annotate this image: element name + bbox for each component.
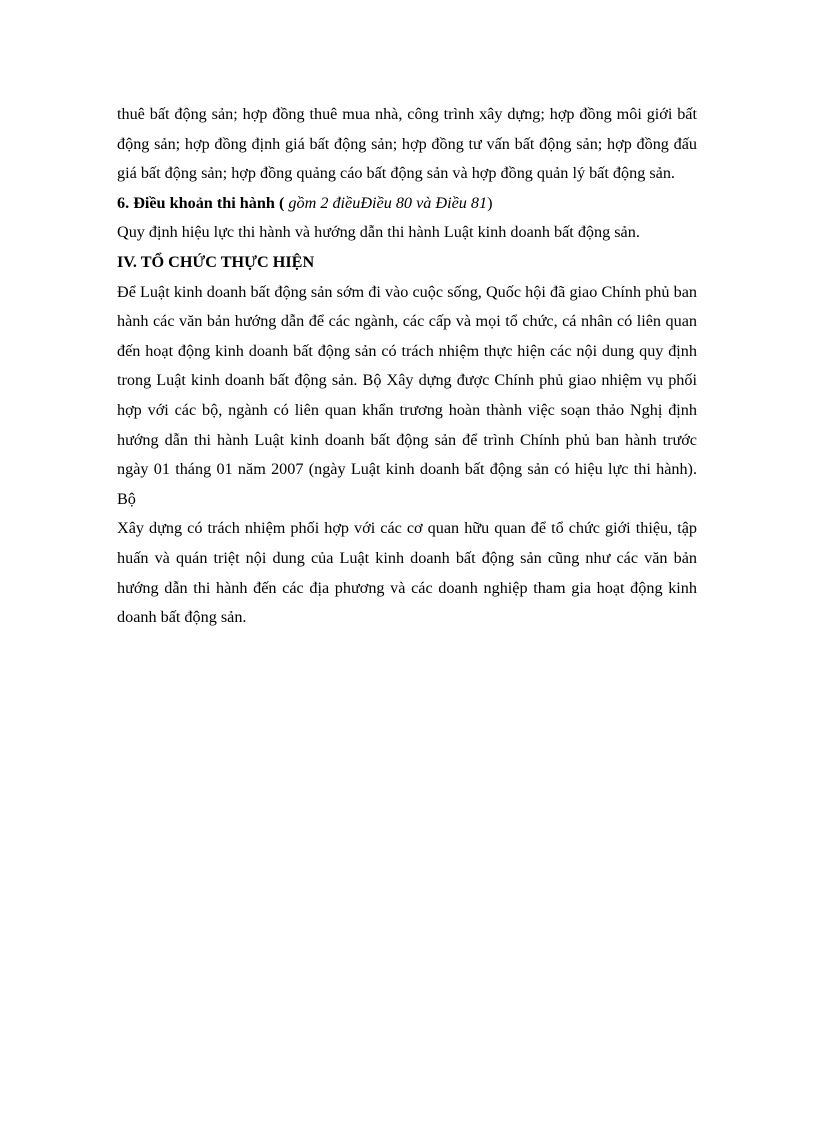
open-paren: ( [274,193,289,212]
paragraph-line: động sản; hợp đồng định giá bất động sản; hợp đồng tư vấn bất động sản; hợp đồng đấu [117,134,697,153]
close-paren: ) [487,193,493,212]
paragraph-line: Để Luật kinh doanh bất động sản sớm đi vào cuộc sống, Quốc hội đã giao Chính phủ ban [117,282,697,301]
paragraph-line: hướng dẫn thi hành Luật kinh doanh bất động sản để trình Chính phủ ban hành trước [117,430,697,449]
paragraph-line: hướng dẫn thi hành đến các địa phương và các doanh nghiệp tham gia hoạt động kinh [117,578,697,597]
paragraph-line: thuê bất động sản; hợp đồng thuê mua nhà, công trình xây dựng; hợp đồng môi giới bất [117,105,697,123]
paragraph-line: hợp với các bộ, ngành có liên quan khẩn trương hoàn thành việc soạn thảo Nghị định [117,400,697,419]
section-6-heading: 6. Điều khoản thi hành [117,193,275,212]
section-6-heading-line [117,189,697,219]
paragraph-line: hành các văn bản hướng dẫn để các ngành, các cấp và mọi tổ chức, cá nhân có liên quan [117,312,697,331]
paragraph-line: Xây dựng có trách nhiệm phối hợp với các cơ quan hữu quan để tổ chức giới thiệu, tập [117,519,697,538]
paragraph-line: huấn và quán triệt nội dung của Luật kinh doanh bất động sản cũng như các văn bản [117,548,697,567]
section-iv-heading: IV. TỔ CHỨC THỰC HIỆN [117,252,315,271]
paragraph-line: giá bất động sản; hợp đồng quảng cáo bất động sản và hợp đồng quản lý bất động sản. [117,164,675,183]
paragraph-line: ngày 01 tháng 01 năm 2007 (ngày Luật kinh doanh bất động sản có hiệu lực thi hành). Bộ [117,460,697,508]
paragraph-line: đến hoạt động kinh doanh bất động sản có trách nhiệm thực hiện các nội dung quy định [117,341,697,360]
continued-paragraph [117,100,697,189]
section-6-body: Quy định hiệu lực thi hành và hướng dẫn thi hành Luật kinh doanh bất động sản. [117,223,640,242]
paragraph-line: trong Luật kinh doanh bất động sản. Bộ Xây dựng được Chính phủ giao nhiệm vụ phối [117,371,697,390]
document-page [117,100,697,633]
section-iv-paragraph [117,278,697,633]
section-6-note: gồm 2 điềuĐiều 80 và Điều 81 [288,193,488,212]
paragraph-line: doanh bất động sản. [117,608,247,627]
